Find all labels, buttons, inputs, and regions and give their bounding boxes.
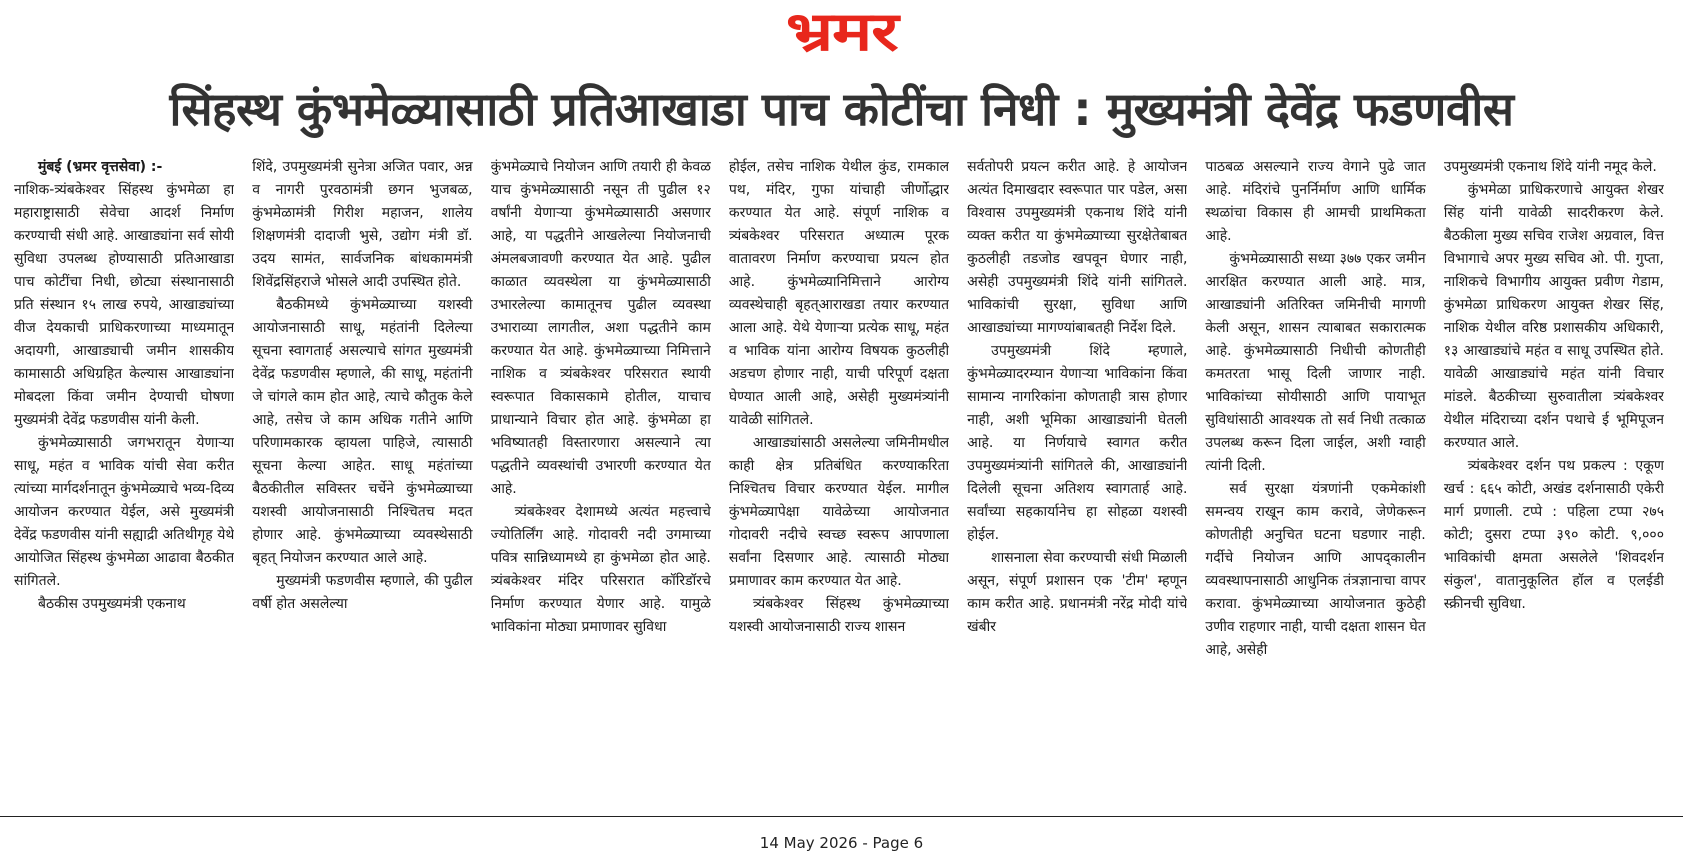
paragraph: मुख्यमंत्री फडणवीस म्हणाले, की पुढील वर्षी होत असलेल्या — [252, 573, 473, 612]
paragraph: त्र्यंबकेश्वर देशामध्ये अत्यंत महत्त्वाचे ज्योतिर्लिंग आहे. गोदावरी नदी उगमाच्या पवित्र सान्निध्यामध्ये हा कुंभमेळा होत आहे. त्र्यंबकेश्वर मंदिर परिसरात कॉरिडॉरचे निर्माण करण्यात येणार आहे. यामुळे भाविकांना मोठ्या प्रमाणावर सुविधा — [490, 504, 711, 635]
paragraph: उपमुख्यमंत्री एकनाथ शिंदे यांनी नमूद केले. — [1443, 159, 1657, 175]
paragraph: बैठकीस उपमुख्यमंत्री एकनाथ — [38, 596, 186, 612]
article-column-7 — [1444, 156, 1664, 801]
page-headline: सिंहस्थ कुंभमेळ्यासाठी प्रतिआखाडा पाच कोटींचा निधी : मुख्यमंत्री देवेंद्र फडणवीस — [169, 82, 1514, 136]
article-column-1 — [14, 156, 234, 801]
paragraph: सर्वतोपरी प्रयत्न करीत आहे. हे आयोजन अत्यंत दिमाखदार स्वरूपात पार पडेल, असा विश्वास उपमुख्यमंत्री एकनाथ शिंदे यांनी व्यक्त करीत या कुंभमेळ्याच्या सुरक्षेतेबाबत कुठलीही तडजोड खपवून घेणार नाही, असेही उपमुख्यमंत्री शिंदे यांनी सांगितले. भाविकांची सुरक्षा, सुविधा आणि आखाड्यांच्या मागण्यांबाबतही निर्देश दिले. — [967, 159, 1188, 336]
article-column-2 — [252, 156, 472, 801]
masthead — [0, 0, 1683, 66]
article-column-4 — [729, 156, 949, 801]
paragraph: शिंदे, उपमुख्यमंत्री सुनेत्रा अजित पवार, अन्न व नागरी पुरवठामंत्री छगन भुजबळ, कुंभमेळामंत्री गिरीश महाजन, शालेय शिक्षणमंत्री दादाजी भुसे, उद्योग मंत्री डॉ. उदय सामंत, सार्वजनिक बांधकाममंत्री शिवेंद्रसिंहराजे भोसले आदी उपस्थित होते. — [252, 159, 473, 290]
paragraph: कुंभमेळा प्राधिकरणाचे आयुक्त शेखर सिंह यांनी यावेळी सादरीकरण केले. बैठकीला मुख्य सचिव राजेश अग्रवाल, वित्त विभागाचे अपर मुख्य सचिव ओ. पी. गुप्ता, नाशिकचे विभागीय आयुक्त प्रवीण गेडाम, कुंभमेळा प्राधिकरण आयुक्त शेखर सिंह, नाशिक येथील वरिष्ठ प्रशासकीय अधिकारी, १३ आखाड्यांचे महंत व साधू उपस्थित होते. यावेळी आखाड्यांचे महंत यांनी विचार मांडले. बैठकीच्या सुरुवातीला त्र्यंबकेश्वर येथील मंदिराच्या दर्शन पथाचे ई भूमिपूजन करण्यात आले. — [1443, 182, 1664, 451]
article-column-6 — [1205, 156, 1425, 801]
paragraph: त्र्यंबकेश्वर दर्शन पथ प्रकल्प : एकूण खर्च : ६६५ कोटी, अखंड दर्शनासाठी एकेरी मार्ग प्रणाली. टप्पे : पहिला टप्पा २७५ कोटी; दुसरा टप्पा ३९० कोटी. ९,००० भाविकांची क्षमता असलेले 'शिवदर्शन संकुल', वातानुकूलित हॉल व एलईडी स्क्रीनची सुविधा. — [1443, 458, 1664, 612]
footer-divider — [0, 816, 1683, 817]
paragraph: बैठकीमध्ये कुंभमेळ्याच्या यशस्वी आयोजनासाठी साधू, महंतांनी दिलेल्या सूचना स्वागतार्ह असल्याचे सांगत मुख्यमंत्री देवेंद्र फडणवीस म्हणाले, की साधू, महंतांनी जे चांगले काम होत आहे, त्याचे कौतुक केले आहे, तसेच जे काम अधिक गतीने आणि परिणामकारक व्हायला पाहिजे, त्यासाठी सूचना केल्या आहेत. साधू महंतांच्या बैठकीतील सविस्तर चर्चेने कुंभमेळ्याच्या यशस्वी आयोजनासाठी निश्चितच मदत होणार आहे. कुंभमेळ्याच्या व्यवस्थेसाठी बृहत् नियोजन करण्यात आले आहे. — [252, 297, 473, 566]
paragraph: कुंभमेळ्यासाठी जगभरातून येणाऱ्या साधू, महंत व भाविक यांची सेवा करीत त्यांच्या मार्गदर्शनातून कुंभमेळ्याचे भव्य-दिव्य आयोजन करण्यात येईल, असे मुख्यमंत्री देवेंद्र फडणवीस यांनी सह्याद्री अतिथीगृह येथे आयोजित सिंहस्थ कुंभमेळा आढावा बैठकीत सांगितले. — [14, 435, 235, 589]
paragraph: उपमुख्यमंत्री शिंदे म्हणाले, कुंभमेळ्यादरम्यान येणाऱ्या भाविकांना किंवा सामान्य नागरिकांना कोणताही त्रास होणार नाही, अशी भूमिका आखाड्यांनी घेतली आहे. या निर्णयाचे स्वागत करीत उपमुख्यमंत्र्यांनी सांगितले की, आखाड्यांनी दिलेली सूचना अतिशय स्वागतार्ह आहे. सर्वांच्या सहकार्यानेच हा सोहळा यशस्वी होईल. — [967, 343, 1188, 543]
paragraph: सर्व सुरक्षा यंत्रणांनी एकमेकांशी समन्वय राखून काम करावे, जेणेकरून कोणतीही अनुचित घटना घडणार नाही. गर्दीचे नियोजन आणि आपद्कालीन व्यवस्थापनासाठी आधुनिक तंत्रज्ञानाचा वापर करावा. कुंभमेळ्याच्या आयोजनात कुठेही उणीव राहणार नाही, याची दक्षता शासन घेत आहे, असेही — [1205, 481, 1426, 658]
paragraph: पाठबळ असल्याने राज्य वेगाने पुढे जात आहे. मंदिरांचे पुनर्निर्माण आणि धार्मिक स्थळांचा विकास ही आमची प्राथमिकता आहे. — [1205, 159, 1426, 244]
paragraph: त्र्यंबकेश्वर सिंहस्थ कुंभमेळ्याच्या यशस्वी आयोजनासाठी राज्य शासन — [728, 596, 950, 635]
newspaper-logo: भ्रमर — [785, 0, 898, 63]
paragraph: कुंभमेळ्यासाठी सध्या ३७७ एकर जमीन आरक्षित करण्यात आली आहे. मात्र, आखाड्यांनी अतिरिक्त जमिनीची मागणी केली असून, शासन त्याबाबत सकारात्मक आहे. कुंभमेळ्यासाठी निधीची कोणतीही कमतरता भासू दिली जाणार नाही. भाविकांच्या सोयीसाठी आणि पायाभूत सुविधांसाठी आवश्यक तो सर्व निधी तत्काळ उपलब्ध करून दिला जाईल, अशी ग्वाही त्यांनी दिली. — [1205, 251, 1426, 474]
paragraph: कुंभमेळ्याचे नियोजन आणि तयारी ही केवळ याच कुंभमेळ्यासाठी नसून ती पुढील १२ वर्षांनी येणाऱ्या कुंभमेळ्यासाठी असणार आहे, या पद्धतीने आखलेल्या नियोजनाची अंमलबजावणी करण्यात येत आहे. पुढील काळात व्यवस्थेला या कुंभमेळ्यासाठी उभारलेल्या कामातूनच पुढील व्यवस्था उभाराव्या लागतील, अशा पद्धतीने काम करण्यात येत आहे. कुंभमेळ्याच्या निमित्ताने नाशिक व त्र्यंबकेश्वर परिसरात स्थायी स्वरूपात विकासकामे होतील, याचाच प्राधान्याने विचार होत आहे. कुंभमेळा हा भविष्यातही विस्तारणारा असल्याने त्या पद्धतीने व्यवस्थांची उभारणी करण्यात येत आहे. — [490, 159, 711, 497]
article-column-5 — [967, 156, 1187, 801]
paragraph: आखाड्यांसाठी असलेल्या जमिनीमधील काही क्षेत्र प्रतिबंधित करण्याकरिता निश्चितच विचार करण्यात येईल. मागील कुंभमेळ्यापेक्षा यावेळेच्या आयोजनात गोदावरी नदीचे स्वच्छ स्वरूप आपणाला सर्वांना दिसणार आहे. त्यासाठी मोठ्या प्रमाणावर काम करण्यात येत आहे. — [728, 435, 950, 589]
paragraph: नाशिक-त्र्यंबकेश्वर सिंहस्थ कुंभमेळा हा महाराष्ट्रासाठी सेवेचा आदर्श निर्माण करण्याची संधी आहे. आखाड्यांना सर्व सोयी सुविधा उपलब्ध होण्यासाठी प्रतिआखाडा पाच कोटींचा निधी, छोट्या संस्थानासाठी प्रति संस्थान १५ लाख रुपये, आखाड्यांच्या वीज देयकाची प्राधिकरणाच्या माध्यमातून अदायगी, आखाड्याची जमीन शासकीय कामासाठी अधिग्रहित केल्यास आखाड्यांना मोबदला किंवा जमीन देण्याची घोषणा मुख्यमंत्री देवेंद्र फडणवीस यांनी केली. — [14, 182, 235, 428]
article-body — [14, 156, 1664, 801]
page-footer: 14 May 2026 - Page 6 — [759, 834, 924, 852]
paragraph: होईल, तसेच नाशिक येथील कुंड, रामकाल पथ, मंदिर, गुफा यांचाही जीर्णोद्धार करण्यात येत आहे. संपूर्ण नाशिक व त्र्यंबकेश्वर परिसरात अध्यात्म पूरक वातावरण निर्माण करण्याचा प्रयत्न होत आहे. कुंभमेळ्यानिमित्ताने आरोग्य व्यवस्थेचाही बृहत्आराखडा तयार करण्यात आला आहे. येथे येणाऱ्या प्रत्येक साधू, महंत व भाविक यांना आरोग्य विषयक कुठलीही अडचण होणार नाही, याची परिपूर्ण दक्षता घेण्यात आली आहे, असेही मुख्यमंत्र्यांनी यावेळी सांगितले. — [728, 159, 950, 428]
article-column-3 — [491, 156, 711, 801]
dateline: मुंबई (भ्रमर वृत्तसेवा) :- — [38, 159, 163, 175]
paragraph: शासनाला सेवा करण्याची संधी मिळाली असून, संपूर्ण प्रशासन एक 'टीम' म्हणून काम करीत आहे. प्रधानमंत्री नरेंद्र मोदी यांचे खंबीर — [967, 550, 1188, 635]
